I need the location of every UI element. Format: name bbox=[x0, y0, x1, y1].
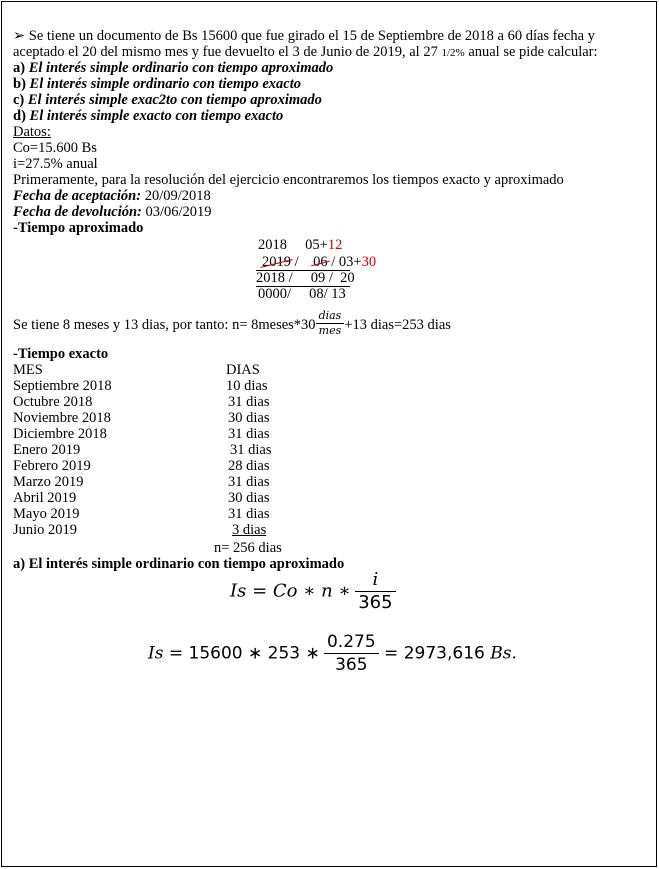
tiempo-aproximado-heading: -Tiempo aproximado bbox=[13, 220, 144, 236]
tiempo-exacto-heading: -Tiempo exacto bbox=[13, 346, 109, 362]
table-row-mes: Noviembre 2018 bbox=[13, 410, 111, 426]
fecha-aceptacion: Fecha de aceptación: 20/09/2018 bbox=[13, 188, 211, 204]
datos-rate: i=27.5% anual bbox=[13, 156, 98, 172]
calc-row-2: 2019 / 06 / 03+30 bbox=[262, 254, 377, 270]
table-row-dias: 28 dias bbox=[228, 458, 270, 474]
table-row-dias: 30 dias bbox=[228, 410, 270, 426]
col-header-dias: DIAS bbox=[226, 362, 260, 378]
table-row-mes: Mayo 2019 bbox=[13, 506, 80, 522]
datos-heading: Datos: bbox=[13, 124, 51, 140]
formula-rate-fraction: $\frac{i}{365}$ bbox=[355, 569, 395, 614]
problem-statement-line-2: aceptado el 20 del mismo mes y fue devuelto el 3 de Junio de 2019, al 27 1/2% anual se pide calcular: bbox=[13, 44, 598, 60]
question-d: d) El interés simple exacto con tiempo exacto bbox=[13, 108, 284, 124]
calc-underline-2 bbox=[256, 270, 350, 287]
formula-interest-applied: Is = 15600 ∗ 253 ∗ $\frac{0.275}{365}$ = 2973,616 Bs. bbox=[148, 632, 517, 675]
table-row-dias: 3 dias bbox=[232, 522, 267, 538]
calc-row-4: 0000/ 08/ 13 bbox=[258, 286, 346, 302]
table-row-mes: Septiembre 2018 bbox=[13, 378, 112, 394]
calc-row-1: 2018 05+12 bbox=[258, 237, 343, 253]
question-a: a) El interés simple ordinario con tiempo aproximado bbox=[13, 60, 334, 76]
table-row-dias: 31 dias bbox=[230, 442, 272, 458]
table-row-mes: Abril 2019 bbox=[13, 490, 77, 506]
table-row-dias: 31 dias bbox=[228, 394, 270, 410]
table-row-mes: Febrero 2019 bbox=[13, 458, 91, 474]
table-row-mes: Diciembre 2018 bbox=[13, 426, 107, 442]
fecha-devolucion: Fecha de devolución: 03/06/2019 bbox=[13, 204, 212, 220]
datos-capital: Co=15.600 Bs bbox=[13, 140, 97, 156]
table-row-dias: 31 dias bbox=[228, 426, 270, 442]
table-row-dias: 30 dias bbox=[228, 490, 270, 506]
table-row-mes: Junio 2019 bbox=[13, 522, 78, 538]
question-b: b) El interés simple ordinario con tiempo exacto bbox=[13, 76, 302, 92]
table-row-mes: Octubre 2018 bbox=[13, 394, 93, 410]
question-c: c) El interés simple exac2to con tiempo aproximado bbox=[13, 92, 322, 108]
bullet-arrow-icon: ➢ bbox=[13, 28, 26, 44]
tiempo-aproximado-summary: Se tiene 8 meses y 13 dias, por tanto: n= 8meses*30 $\frac{\text{dias}}{\text{mes}}$ +13 dias=253 dias bbox=[13, 309, 451, 337]
dias-per-mes-fraction: $\frac{\text{dias}}{\text{mes}}$ bbox=[316, 309, 345, 338]
formula-interest-general: Is = Co ∗ n ∗ $\frac{i}{365}$ bbox=[230, 569, 396, 614]
datos-intro: Primeramente, para la resolución del ejercicio encontraremos los tiempos exacto y aproximado bbox=[13, 172, 564, 188]
table-row-dias: 31 dias bbox=[228, 474, 270, 490]
formula-rate-value-fraction: $\frac{0.275}{365}$ bbox=[324, 631, 379, 676]
calc-row-3: 2018 / 09 / 20 bbox=[256, 270, 355, 286]
solution-a-heading: a) El interés simple ordinario con tiempo aproximado bbox=[13, 556, 345, 572]
table-row-dias: 31 dias bbox=[228, 506, 270, 522]
table-row-mes: Marzo 2019 bbox=[13, 474, 84, 490]
tiempo-exacto-total: n= 256 dias bbox=[214, 540, 282, 556]
calc-underline-1 bbox=[256, 254, 350, 271]
table-row-dias: 10 dias bbox=[226, 378, 268, 394]
problem-statement-line-1: ➢ Se tiene un documento de Bs 15600 que fue girado el 15 de Septiembre de 2018 a 60 días fecha y bbox=[13, 28, 595, 44]
table-row-mes: Enero 2019 bbox=[13, 442, 81, 458]
col-header-mes: MES bbox=[13, 362, 43, 378]
